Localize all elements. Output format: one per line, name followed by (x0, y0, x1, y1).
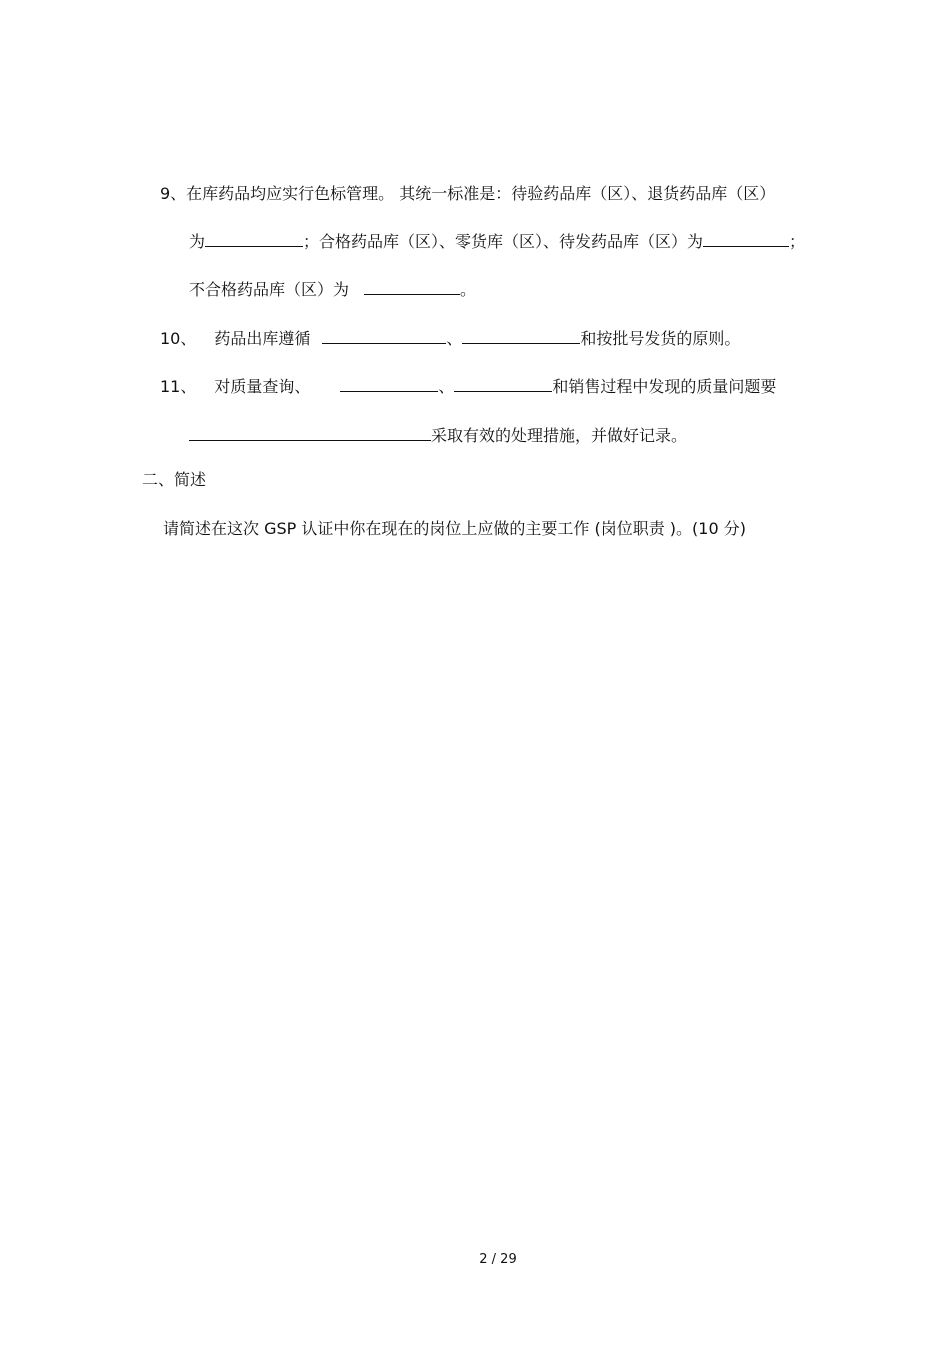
fill-blank (340, 376, 438, 392)
fill-blank (462, 328, 580, 344)
q11-number: 11、 (160, 377, 197, 396)
fill-blank (703, 231, 789, 247)
short-answer-prompt: 请简述在这次 GSP 认证中你在现在的岗位上应做的主要工作 (岗位职责 )。(10 分) (163, 519, 746, 538)
q10-number: 10、 (160, 329, 197, 348)
q11-text-2: 采取有效的处理措施，并做好记录。 (431, 426, 688, 445)
q9-line-2 (189, 231, 805, 252)
q10-text-b: 和按批号发货的原则。 (580, 329, 741, 348)
q11-line-1 (160, 376, 776, 397)
fill-blank (205, 231, 303, 247)
q11-text-b: 和销售过程中发现的质量问题要 (552, 377, 777, 396)
q10-line (160, 328, 740, 349)
q11-line-2 (189, 425, 687, 446)
q9-text-1: 9、在库药品均应实行色标管理。 其统一标准是：待验药品库（区）、退货药品库（区） (160, 184, 776, 203)
q9-line-3 (189, 279, 476, 300)
fill-blank (322, 328, 446, 344)
q9-text-3b: 。 (460, 280, 477, 299)
q9-text-2b: ；合格药品库（区）、零货库（区）、待发药品库（区）为 (303, 232, 704, 251)
q9-text-2c: ； (789, 232, 806, 251)
fill-blank (189, 425, 431, 441)
q9-text-3a: 不合格药品库（区）为 (189, 280, 350, 299)
q10-text-a: 药品出库遵循 (214, 329, 311, 348)
q10-sep: 、 (446, 329, 463, 348)
page-number: 2 / 29 (479, 1252, 517, 1267)
section-heading: 二、简述 (142, 470, 207, 489)
fill-blank (364, 279, 460, 295)
fill-blank (454, 376, 552, 392)
q9-line-1 (160, 184, 775, 204)
q9-text-2a: 为 (189, 232, 206, 251)
q11-sep: 、 (438, 377, 455, 396)
q11-text-a: 对质量查询、 (214, 377, 311, 396)
